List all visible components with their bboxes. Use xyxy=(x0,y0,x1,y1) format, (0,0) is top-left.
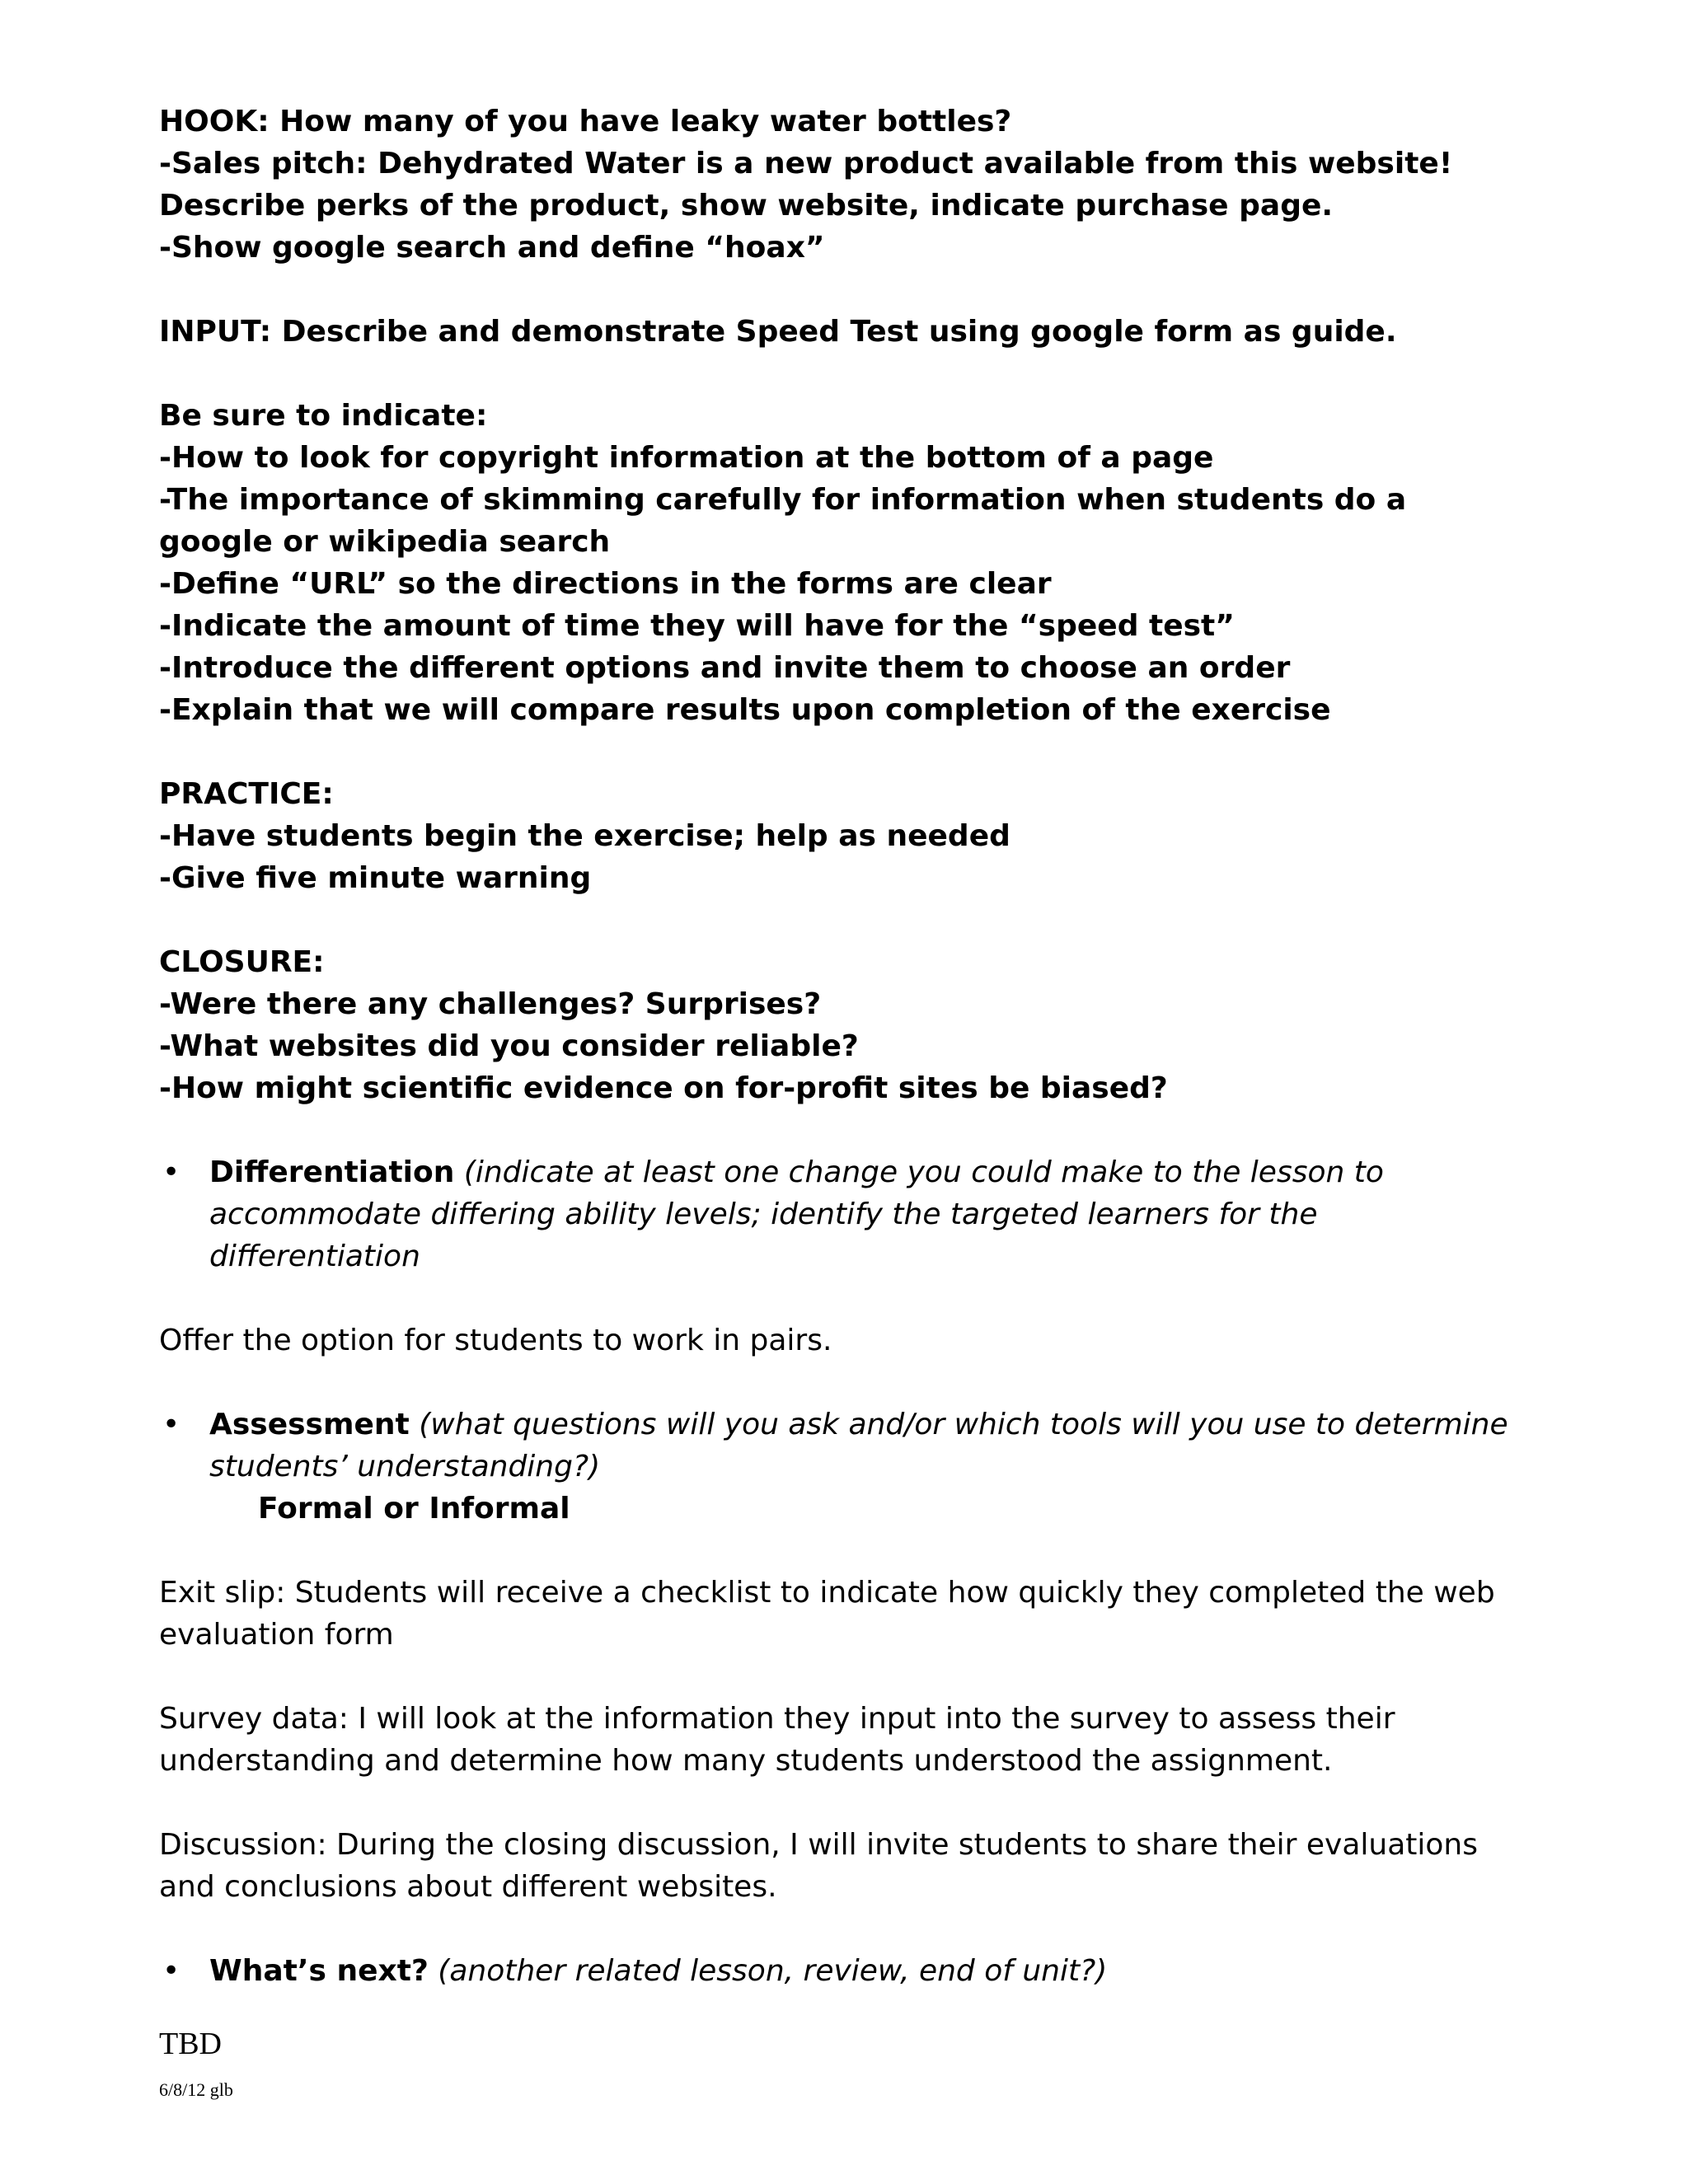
spacer xyxy=(159,1277,1511,1319)
differentiation-hint: (indicate at least one change you could make to the lesson to accommodate differing ability levels; identify the targeted learners for the differentiation xyxy=(209,1155,1384,1273)
spacer xyxy=(159,1782,1511,1824)
assessment-hint: (what questions will you ask and/or which tools will you use to determine students’ understanding?) xyxy=(209,1408,1508,1483)
assessment-label: Assessment xyxy=(209,1408,410,1441)
assessment-exit-slip: Exit slip: Students will receive a checklist to indicate how quickly they completed the web evaluation form xyxy=(159,1576,1495,1652)
spacer xyxy=(159,1908,1511,1950)
hook-google-search: -Show google search and define “hoax” xyxy=(159,231,825,265)
hook-sales-pitch: -Sales pitch: Dehydrated Water is a new product available from this website! Describe perks of the product, show website, indicate purchase page. xyxy=(159,147,1453,223)
whats-next-bullet xyxy=(159,1950,1511,1992)
closure-item: -Were there any challenges? Surprises? xyxy=(159,987,822,1021)
bullet-icon: • xyxy=(162,1408,181,1441)
differentiation-label: Differentiation xyxy=(209,1155,455,1189)
closure-item: -How might scientific evidence on for-profit sites be biased? xyxy=(159,1071,1168,1105)
practice-item: -Have students begin the exercise; help as needed xyxy=(159,819,1010,853)
assessment-discussion: Discussion: During the closing discussion, I will invite students to share their evaluations and conclusions about different websites. xyxy=(159,1828,1478,1904)
hook-heading: HOOK: How many of you have leaky water bottles? xyxy=(159,105,1012,138)
closure-heading: CLOSURE: xyxy=(159,945,325,979)
assessment-bullet xyxy=(159,1404,1511,1488)
spacer xyxy=(159,1656,1511,1698)
whats-next-label: What’s next? xyxy=(209,1954,429,1988)
bullet-icon: • xyxy=(162,1954,181,1988)
indicate-heading: Be sure to indicate: xyxy=(159,399,488,433)
spacer xyxy=(159,731,1511,773)
indicate-item: -Indicate the amount of time they will have for the “speed test” xyxy=(159,609,1235,643)
lesson-plan-body xyxy=(159,101,1511,2107)
spacer xyxy=(159,269,1511,311)
spacer xyxy=(159,353,1511,395)
spacer xyxy=(159,1109,1511,1151)
indicate-item: -Explain that we will compare results upon completion of the exercise xyxy=(159,693,1331,727)
whats-next-hint: (another related lesson, review, end of unit?) xyxy=(438,1954,1108,1988)
differentiation-bullet xyxy=(159,1151,1511,1277)
differentiation-answer: Offer the option for students to work in pairs. xyxy=(159,1324,832,1357)
practice-item: -Give five minute warning xyxy=(159,861,592,895)
whats-next-answer: TBD xyxy=(159,2027,222,2061)
practice-heading: PRACTICE: xyxy=(159,777,334,811)
indicate-item: -Define “URL” so the directions in the forms are clear xyxy=(159,567,1052,601)
assessment-type: Formal or Informal xyxy=(258,1492,570,1526)
assessment-survey: Survey data: I will look at the information they input into the survey to assess their understanding and determine how many students understood the assignment. xyxy=(159,1702,1395,1778)
indicate-item: -Introduce the different options and invite them to choose an order xyxy=(159,651,1291,685)
spacer xyxy=(159,899,1511,941)
footer-date: 6/8/12 glb xyxy=(159,2079,233,2100)
spacer xyxy=(159,1530,1511,1572)
indicate-item: -How to look for copyright information at the bottom of a page xyxy=(159,441,1214,475)
spacer xyxy=(159,1361,1511,1404)
bullet-icon: • xyxy=(162,1155,181,1189)
input-heading: INPUT: Describe and demonstrate Speed Test using google form as guide. xyxy=(159,315,1397,349)
indicate-item: -The importance of skimming carefully for information when students do a google or wikipedia search xyxy=(159,483,1407,559)
closure-item: -What websites did you consider reliable? xyxy=(159,1029,859,1063)
